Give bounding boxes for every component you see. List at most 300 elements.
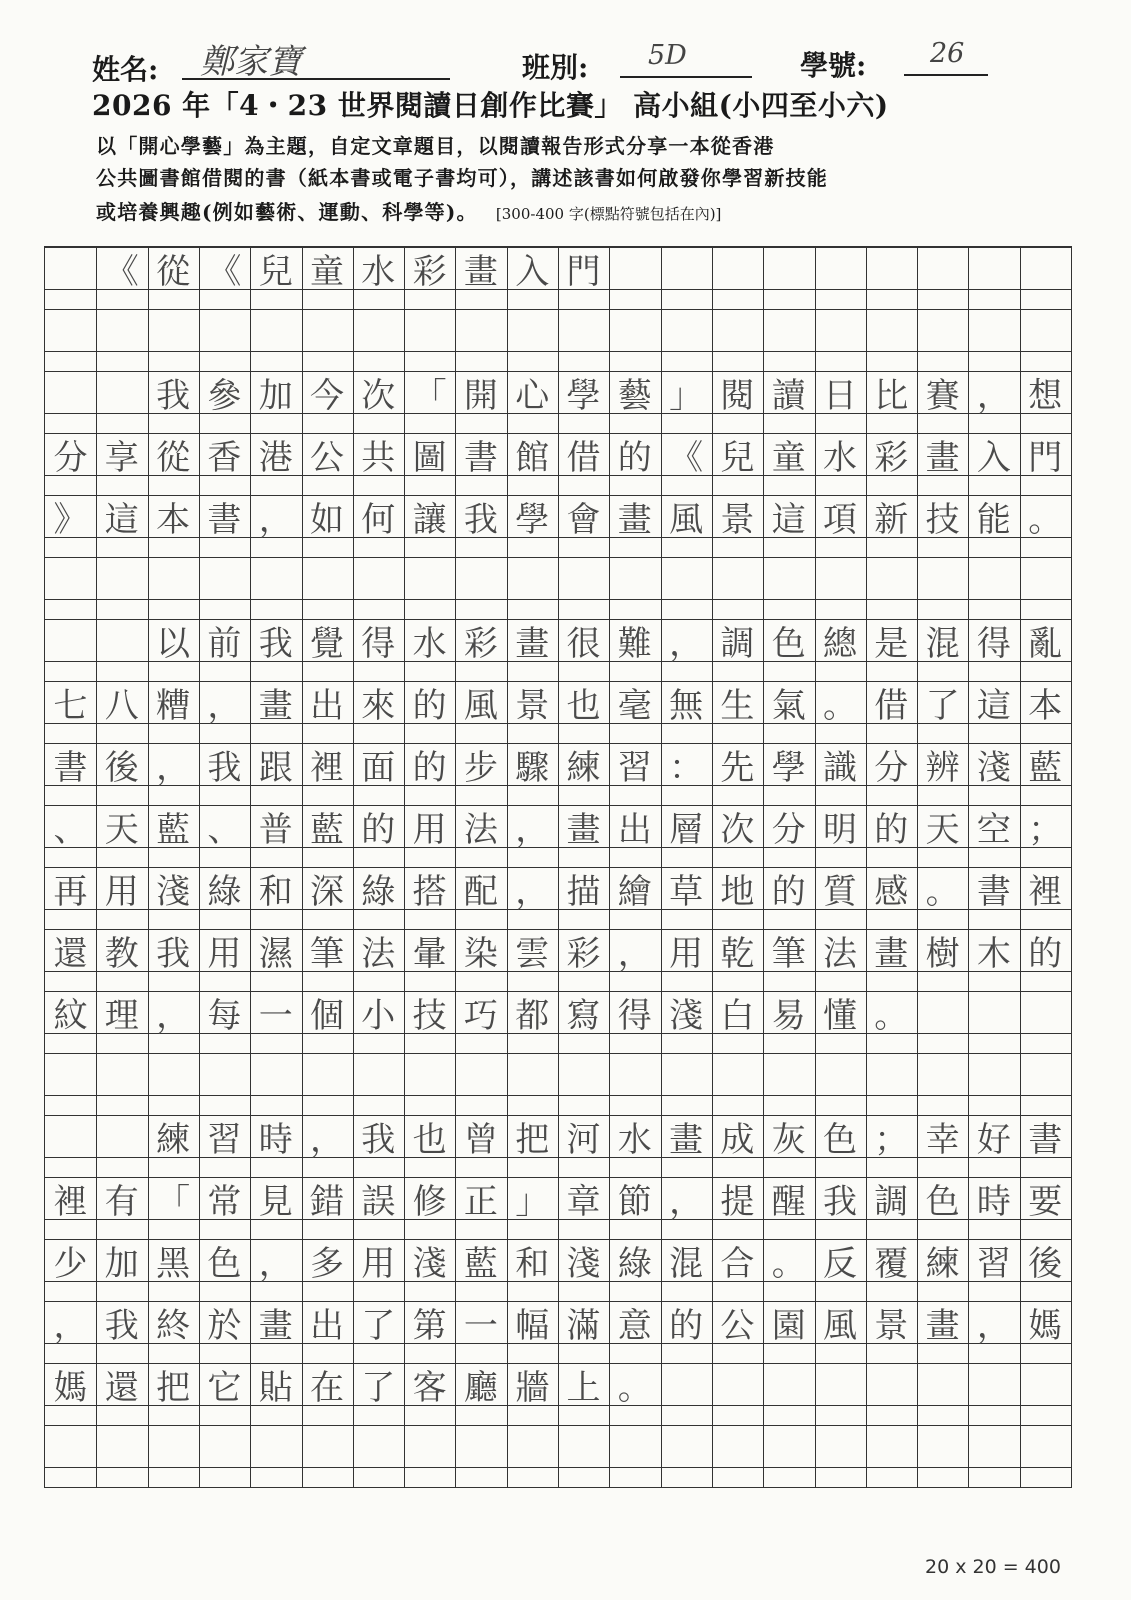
grid-cell-char: ， — [310, 1119, 344, 1160]
grid-cell-char: 色 — [771, 623, 806, 664]
grid-row-bottom-line — [45, 1405, 1071, 1406]
grid-cell-char: 和 — [258, 871, 293, 912]
grid-cell-char: 。 — [771, 1243, 806, 1284]
grid-cell-char: 淺 — [412, 1243, 447, 1284]
grid-cell-char: 明 — [823, 809, 857, 850]
grid-cell-char: 醒 — [771, 1181, 806, 1222]
grid-cell-char: 幅 — [515, 1305, 550, 1346]
grid-cell-char: 」 — [669, 375, 704, 416]
grid-cell-char: 它 — [207, 1367, 242, 1408]
grid-cell-char: 入 — [976, 437, 1011, 478]
grid-cell-char: 覆 — [874, 1243, 909, 1284]
grid-cell-char: 氣 — [771, 685, 806, 726]
grid-cell-char: 描 — [566, 871, 601, 912]
grid-cell-char: 八 — [104, 685, 139, 726]
grid-cell-char: 空 — [976, 809, 1011, 850]
grid-row-bottom-line — [45, 1095, 1071, 1096]
grid-cell-char: 裡 — [1028, 871, 1063, 912]
grid-cell-char: 畫 — [925, 1305, 960, 1346]
grid-cell-char: 藝 — [617, 375, 652, 416]
grid-row-bottom-line — [45, 1343, 1071, 1344]
grid-cell-char: 分 — [53, 437, 88, 478]
grid-cell-char: ， — [258, 1243, 293, 1284]
grid-cell-char: 後 — [1028, 1243, 1063, 1284]
grid-cell-char: 的 — [361, 809, 396, 850]
grid-cell-char: 把 — [156, 1367, 191, 1408]
grid-cell-char: 調 — [874, 1181, 909, 1222]
grid-cell-char: 搭 — [412, 871, 447, 912]
grid-cell-char: 水 — [412, 623, 447, 664]
grid-cell-char: 每 — [207, 995, 242, 1036]
grid-row-bottom-line — [45, 723, 1071, 724]
grid-cell-char: 館 — [515, 437, 550, 478]
grid-cell-char: 園 — [771, 1305, 806, 1346]
grid-cell-char: 淺 — [669, 995, 704, 1036]
grid-cell-char: 的 — [771, 871, 806, 912]
grid-cell-char: 反 — [823, 1243, 857, 1284]
grid-cell-char: ； — [874, 1119, 909, 1160]
grid-cell-char: 天 — [104, 809, 139, 850]
grid-cell-char: 用 — [361, 1243, 396, 1284]
grid-cell-char: 廳 — [463, 1367, 498, 1408]
grid-cell-char: 的 — [669, 1305, 704, 1346]
grid-row-bottom-line — [45, 1281, 1071, 1282]
grid-cell-char: 草 — [669, 871, 704, 912]
grid-cell-char: 學 — [515, 499, 550, 540]
grid-cell-char: 得 — [361, 623, 396, 664]
grid-row-bottom-line — [45, 351, 1071, 352]
grid-cell-char: 要 — [1028, 1181, 1063, 1222]
grid-cell-char: 章 — [566, 1181, 601, 1222]
grid-cell-char: 辨 — [925, 747, 960, 788]
grid-cell-char: 都 — [515, 995, 550, 1036]
grid-cell-char: 覺 — [310, 623, 344, 664]
grid-row-bottom-line — [45, 909, 1071, 910]
grid-cell-char: 風 — [823, 1305, 857, 1346]
grid-cell-char: 媽 — [53, 1367, 88, 1408]
grid-cell-char: 和 — [515, 1243, 550, 1284]
grid-cell-char: 書 — [207, 499, 242, 540]
grid-row-bottom-line — [45, 537, 1071, 538]
grid-cell-char: 、 — [207, 809, 242, 850]
grid-cell-char: 用 — [207, 933, 242, 974]
grid-cell-char: 媽 — [1028, 1305, 1063, 1346]
grid-cell-char: 從 — [156, 437, 191, 478]
grid-cell-char: 我 — [258, 623, 293, 664]
grid-cell-char: 多 — [310, 1243, 344, 1284]
grid-cell-char: 技 — [412, 995, 447, 1036]
grid-cell-char: 前 — [207, 623, 242, 664]
grid-cell-char: 水 — [617, 1119, 652, 1160]
grid-cell-char: 加 — [258, 375, 293, 416]
grid-cell-char: 「 — [412, 375, 447, 416]
grid-cell-char: 。 — [925, 871, 960, 912]
grid-cell-char: 入 — [515, 251, 550, 292]
grid-row-bottom-line — [45, 785, 1071, 786]
grid-cell-char: 滿 — [566, 1305, 601, 1346]
grid-cell-char: 會 — [566, 499, 601, 540]
grid-cell-char: 景 — [720, 499, 755, 540]
grid-cell-char: 生 — [720, 685, 755, 726]
grid-cell-char: 畫 — [566, 809, 601, 850]
grid-cell-char: 層 — [669, 809, 704, 850]
grid-cell-char: 一 — [463, 1305, 498, 1346]
grid-cell-char: 上 — [566, 1367, 601, 1408]
grid-count-note: 20 x 20 = 400 — [925, 1556, 1061, 1578]
grid-cell-char: 從 — [156, 251, 191, 292]
grid-cell-char: 彩 — [566, 933, 601, 974]
grid-cell-char: 。 — [874, 995, 909, 1036]
grid-cell-char: 樹 — [925, 933, 960, 974]
grid-cell-char: 項 — [823, 499, 857, 540]
grid-cell-char: 正 — [463, 1181, 498, 1222]
grid-cell-char: 這 — [771, 499, 806, 540]
grid-cell-char: 綠 — [617, 1243, 652, 1284]
grid-cell-char: 港 — [258, 437, 293, 478]
grid-cell-char: 暈 — [412, 933, 447, 974]
grid-cell-char: 綠 — [361, 871, 396, 912]
grid-cell-char: 裡 — [53, 1181, 88, 1222]
grid-cell-char: 我 — [463, 499, 498, 540]
grid-cell-char: 色 — [925, 1181, 960, 1222]
grid-cell-char: 法 — [823, 933, 857, 974]
grid-cell-char: 。 — [1028, 499, 1063, 540]
grid-cell-char: 混 — [669, 1243, 704, 1284]
grid-cell-char: 技 — [925, 499, 960, 540]
grid-cell-char: 水 — [823, 437, 857, 478]
grid-cell-char: 貼 — [258, 1367, 293, 1408]
grid-cell-char: 教 — [104, 933, 139, 974]
grid-cell-char: ； — [1028, 809, 1063, 850]
grid-cell-char: 天 — [925, 809, 960, 850]
grid-cell-char: 黑 — [156, 1243, 191, 1284]
grid-cell-char: ， — [207, 685, 242, 726]
grid-cell-char: 木 — [976, 933, 1011, 974]
grid-cell-char: 彩 — [412, 251, 447, 292]
grid-cell-char: 書 — [463, 437, 498, 478]
grid-cell-char: 雲 — [515, 933, 550, 974]
grid-cell-char: 共 — [361, 437, 396, 478]
number-value: 26 — [930, 38, 965, 69]
grid-cell-char: 合 — [720, 1243, 755, 1284]
grid-cell-char: 法 — [463, 809, 498, 850]
grid-cell-char: ， — [258, 499, 293, 540]
grid-cell-char: 兒 — [258, 251, 293, 292]
grid-cell-char: 參 — [207, 375, 242, 416]
grid-cell-char: 紋 — [53, 995, 88, 1036]
grid-cell-char: 感 — [874, 871, 909, 912]
grid-cell-char: 見 — [258, 1181, 293, 1222]
grid-cell-char: 時 — [976, 1181, 1011, 1222]
grid-cell-char: 藍 — [463, 1243, 498, 1284]
class-value: 5D — [648, 40, 687, 71]
grid-cell-char: 調 — [720, 623, 755, 664]
grid-cell-char: 出 — [310, 1305, 344, 1346]
grid-cell-char: 曾 — [463, 1119, 498, 1160]
grid-cell-char: 書 — [53, 747, 88, 788]
class-underline — [620, 76, 752, 78]
grid-cell-char: 深 — [310, 871, 344, 912]
grid-cell-char: 也 — [412, 1119, 447, 1160]
grid-cell-char: 公 — [720, 1305, 755, 1346]
grid-cell-char: 學 — [566, 375, 601, 416]
grid-cell-char: 用 — [669, 933, 704, 974]
number-underline — [904, 74, 988, 76]
class-label: 班別: — [522, 51, 589, 84]
grid-row-bottom-line — [45, 599, 1071, 600]
grid-cell-char: 新 — [874, 499, 909, 540]
grid-cell-char: 小 — [361, 995, 396, 1036]
grid-row-top-line — [45, 1053, 1071, 1054]
grid-cell-char: 了 — [361, 1367, 396, 1408]
grid-row-bottom-line — [45, 1157, 1071, 1158]
grid-cell-char: 風 — [463, 685, 498, 726]
grid-cell-char: 享 — [104, 437, 139, 478]
grid-cell-char: 驟 — [515, 747, 550, 788]
grid-cell-char: 步 — [463, 747, 498, 788]
grid-cell-char: 。 — [823, 685, 857, 726]
number-label: 學號: — [800, 49, 867, 82]
grid-cell-char: 地 — [720, 871, 755, 912]
grid-cell-char: 今 — [310, 375, 344, 416]
grid-cell-char: ， — [156, 995, 191, 1036]
grid-cell-char: 讓 — [412, 499, 447, 540]
grid-cell-char: 我 — [823, 1181, 857, 1222]
grid-cell-char: 筆 — [310, 933, 344, 974]
grid-cell-char: 以 — [156, 623, 191, 664]
grid-cell-char: 畫 — [463, 251, 498, 292]
grid-cell-char: 景 — [515, 685, 550, 726]
grid-cell-char: 先 — [720, 747, 755, 788]
grid-cell-char: 的 — [412, 747, 447, 788]
grid-cell-char: 學 — [771, 747, 806, 788]
grid-cell-char: 畫 — [874, 933, 909, 974]
grid-cell-char: 再 — [53, 871, 88, 912]
grid-cell-char: 練 — [566, 747, 601, 788]
grid-cell-char: 有 — [104, 1181, 139, 1222]
grid-cell-char: 毫 — [617, 685, 652, 726]
word-limit: [300-400 字(標點符號包括在內)] — [495, 205, 722, 223]
grid-cell-char: 意 — [617, 1305, 652, 1346]
grid-cell-char: 我 — [207, 747, 242, 788]
grid-cell-char: 兒 — [720, 437, 755, 478]
grid-cell-char: 色 — [207, 1243, 242, 1284]
grid-cell-char: ， — [53, 1305, 88, 1346]
competition-title: 2026 年「4・23 世界閱讀日創作比賽」 高小組(小四至小六) — [92, 89, 889, 122]
grid-cell-char: 筆 — [771, 933, 806, 974]
grid-cell-char: 我 — [104, 1305, 139, 1346]
grid-row-bottom-line — [45, 971, 1071, 972]
grid-cell-char: 裡 — [310, 747, 344, 788]
grid-cell-char: 《 — [104, 251, 139, 292]
grid-cell-char: 讀 — [771, 375, 806, 416]
grid-cell-char: 巧 — [463, 995, 498, 1036]
grid-cell-char: 用 — [412, 809, 447, 850]
writing-grid — [44, 246, 1072, 1488]
grid-cell-char: 總 — [823, 623, 857, 664]
grid-cell-char: 提 — [720, 1181, 755, 1222]
grid-cell-char: 畫 — [258, 1305, 293, 1346]
grid-row-bottom-line — [45, 1033, 1071, 1034]
grid-cell-char: 童 — [310, 251, 344, 292]
grid-cell-char: 色 — [823, 1119, 857, 1160]
grid-cell-char: 風 — [669, 499, 704, 540]
grid-cell-char: 淺 — [976, 747, 1011, 788]
grid-cell-char: 也 — [566, 685, 601, 726]
grid-cell-char: 門 — [1028, 437, 1063, 478]
grid-cell-char: 我 — [156, 375, 191, 416]
grid-cell-char: 藍 — [1028, 747, 1063, 788]
grid-cell-char: 灰 — [771, 1119, 806, 1160]
grid-cell-char: 。 — [617, 1367, 652, 1408]
grid-cell-char: 次 — [720, 809, 755, 850]
grid-cell-char: 無 — [669, 685, 704, 726]
grid-cell-char: 如 — [310, 499, 344, 540]
name-value: 鄭家寶 — [200, 42, 302, 82]
grid-cell-char: 亂 — [1028, 623, 1063, 664]
grid-cell-char: 在 — [310, 1367, 344, 1408]
grid-cell-char: 第 — [412, 1305, 447, 1346]
grid-cell-char: 常 — [207, 1181, 242, 1222]
grid-cell-char: 日 — [823, 375, 857, 416]
grid-cell-char: 理 — [104, 995, 139, 1036]
grid-cell-char: 個 — [310, 995, 344, 1036]
grid-cell-char: 得 — [976, 623, 1011, 664]
grid-row-bottom-line — [45, 289, 1071, 290]
grid-cell-char: 來 — [361, 685, 396, 726]
grid-row-bottom-line — [45, 413, 1071, 414]
grid-cell-char: 圖 — [412, 437, 447, 478]
grid-cell-char: 很 — [566, 623, 601, 664]
grid-cell-char: 的 — [412, 685, 447, 726]
grid-cell-char: 濕 — [258, 933, 293, 974]
grid-cell-char: 還 — [53, 933, 88, 974]
grid-cell-char: 藍 — [156, 809, 191, 850]
grid-cell-char: ： — [669, 747, 704, 788]
grid-cell-char: 《 — [669, 437, 704, 478]
grid-cell-char: 》 — [53, 499, 88, 540]
grid-cell-char: 寫 — [566, 995, 601, 1036]
grid-cell-char: 跟 — [258, 747, 293, 788]
grid-cell-char: 彩 — [874, 437, 909, 478]
grid-cell-char: 淺 — [566, 1243, 601, 1284]
grid-cell-char: ， — [976, 375, 1011, 416]
grid-cell-char: 好 — [976, 1119, 1011, 1160]
grid-cell-char: 畫 — [925, 437, 960, 478]
grid-cell-char: 《 — [207, 251, 242, 292]
grid-cell-char: 染 — [463, 933, 498, 974]
grid-cell-char: 本 — [1028, 685, 1063, 726]
grid-cell-char: 我 — [361, 1119, 396, 1160]
grid-cell-char: 錯 — [310, 1181, 344, 1222]
grid-cell-char: 乾 — [720, 933, 755, 974]
grid-cell-char: 這 — [976, 685, 1011, 726]
grid-cell-char: ， — [617, 933, 652, 974]
grid-cell-char: 閱 — [720, 375, 755, 416]
grid-cell-char: 比 — [874, 375, 909, 416]
grid-cell-char: 河 — [566, 1119, 601, 1160]
grid-cell-char: 了 — [925, 685, 960, 726]
grid-cell-char: ， — [976, 1305, 1011, 1346]
grid-cell-char: 淺 — [156, 871, 191, 912]
grid-cell-char: 水 — [361, 251, 396, 292]
grid-cell-char: 習 — [976, 1243, 1011, 1284]
grid-cell-char: ， — [515, 809, 550, 850]
grid-cell-char: 易 — [771, 995, 806, 1036]
grid-cell-char: 用 — [104, 871, 139, 912]
grid-cell-char: 習 — [617, 747, 652, 788]
grid-cell-char: 配 — [463, 871, 498, 912]
grid-cell-char: 的 — [617, 437, 652, 478]
grid-cell-char: 了 — [361, 1305, 396, 1346]
grid-cell-char: 時 — [258, 1119, 293, 1160]
grid-cell-char: 誤 — [361, 1181, 396, 1222]
grid-cell-char: 白 — [720, 995, 755, 1036]
grid-cell-char: 童 — [771, 437, 806, 478]
grid-row-bottom-line — [45, 1219, 1071, 1220]
grid-cell-char: 畫 — [617, 499, 652, 540]
grid-cell-char: 節 — [617, 1181, 652, 1222]
instruction-line-2: 公共圖書館借閱的書（紙本書或電子書均可），講述該書如何啟發你學習新技能 — [96, 166, 828, 190]
grid-cell-char: 客 — [412, 1367, 447, 1408]
grid-cell-char: 我 — [156, 933, 191, 974]
grid-cell-char: 混 — [925, 623, 960, 664]
grid-cell-char: 成 — [720, 1119, 755, 1160]
grid-cell-char: ， — [156, 747, 191, 788]
grid-cell-char: 糟 — [156, 685, 191, 726]
grid-cell-char: 的 — [874, 809, 909, 850]
grid-cell-char: 「 — [156, 1181, 191, 1222]
grid-cell-char: 何 — [361, 499, 396, 540]
grid-cell-char: 彩 — [463, 623, 498, 664]
grid-cell-char: 面 — [361, 747, 396, 788]
grid-cell-char: 開 — [463, 375, 498, 416]
grid-cell-char: 公 — [310, 437, 344, 478]
grid-cell-char: 次 — [361, 375, 396, 416]
grid-cell-char: 出 — [617, 809, 652, 850]
grid-cell-char: 分 — [771, 809, 806, 850]
grid-cell-char: 修 — [412, 1181, 447, 1222]
grid-cell-char: 借 — [874, 685, 909, 726]
grid-cell-char: 七 — [53, 685, 88, 726]
grid-cell-char: 書 — [976, 871, 1011, 912]
grid-cell-char: 牆 — [515, 1367, 550, 1408]
grid-row-bottom-line — [45, 661, 1071, 662]
grid-cell-char: 借 — [566, 437, 601, 478]
grid-row-top-line — [45, 1425, 1071, 1426]
grid-cell-char: ， — [669, 1181, 704, 1222]
grid-cell-char: 後 — [104, 747, 139, 788]
instruction-line-1: 以「開心學藝」為主題，自定文章題目，以閱讀報告形式分享一本從香港 — [96, 134, 775, 158]
grid-cell-char: 練 — [156, 1119, 191, 1160]
grid-row-bottom-line — [45, 475, 1071, 476]
grid-row-bottom-line — [45, 1467, 1071, 1468]
grid-cell-char: 終 — [156, 1305, 191, 1346]
grid-cell-char: 於 — [207, 1305, 242, 1346]
grid-cell-char: 普 — [258, 809, 293, 850]
grid-cell-char: 是 — [874, 623, 909, 664]
grid-cell-char: 畫 — [515, 623, 550, 664]
grid-cell-char: 賽 — [925, 375, 960, 416]
grid-cell-char: 加 — [104, 1243, 139, 1284]
grid-cell-char: 想 — [1028, 375, 1063, 416]
instruction-line-3-text: 或培養興趣(例如藝術、運動、科學等)。 — [96, 200, 478, 224]
grid-cell-char: 把 — [515, 1119, 550, 1160]
grid-cell-char: 心 — [515, 375, 550, 416]
grid-cell-char: 幸 — [925, 1119, 960, 1160]
grid-cell-char: 識 — [823, 747, 857, 788]
grid-cell-char: 懂 — [823, 995, 857, 1036]
